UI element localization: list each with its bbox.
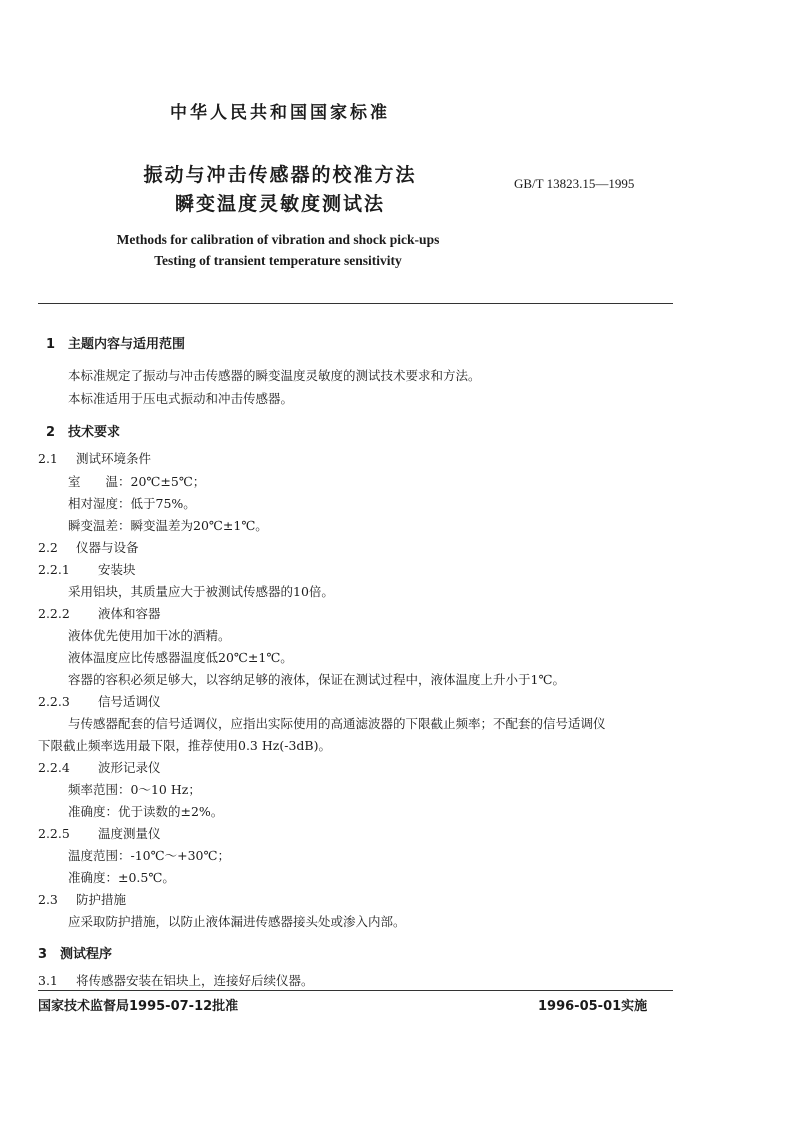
footer-divider: [38, 990, 673, 991]
section-number: 3: [38, 947, 48, 962]
s2-2-3-line1: 与传感器配套的信号适调仪，应指出实际使用的高通滤波器的下限截止频率；不配套的信号适调仪: [68, 716, 606, 731]
approval-info: 国家技术监督局1995-07-12批准: [38, 999, 239, 1014]
section-2-heading: [46, 421, 120, 440]
section-1-para2: 本标准适用于压电式振动和冲击传感器。: [68, 391, 294, 406]
subsection-number: 2.2.1: [38, 562, 70, 577]
subsection-title: 温度测量仪: [98, 826, 161, 841]
s2-2-4-line2: 准确度：优于读数的±2%。: [68, 804, 224, 819]
section-number: 2: [46, 425, 56, 440]
subsection-title: 信号适调仪: [98, 694, 161, 709]
effective-date: 1996-05-01实施: [538, 999, 648, 1014]
section-title: 测试程序: [60, 947, 113, 962]
s3-1-line1: 将传感器安装在铝块上，连接好后续仪器。: [76, 973, 314, 988]
subsection-number: 2.1: [38, 451, 58, 466]
subsection-title: 安装块: [98, 562, 136, 577]
s2-2-1-line1: 采用铝块，其质量应大于被测试传感器的10倍。: [68, 584, 334, 599]
s2-2-2-line2: 液体温度应比传感器温度低20℃±1℃。: [68, 650, 293, 665]
s2-2-2-line1: 液体优先使用加干冰的酒精。: [68, 628, 231, 643]
title-en-line2: Testing of transient temperature sensitivity: [154, 253, 402, 268]
subsection-title: 测试环境条件: [76, 451, 152, 466]
subsection-2-2-3-heading: [38, 692, 161, 710]
subsection-2-2-heading: [38, 538, 139, 556]
subsection-number: 2.3: [38, 892, 58, 907]
subsection-2-2-2-heading: [38, 604, 161, 622]
subsection-title: 防护措施: [76, 892, 127, 907]
header-divider: [38, 303, 673, 304]
subsection-number: 2.2.2: [38, 606, 70, 621]
subsection-2-2-5-heading: [38, 824, 161, 842]
subsection-number: 2.2.5: [38, 826, 70, 841]
s2-1-line1: 室 温：20℃±5℃；: [68, 474, 206, 489]
subsection-2-1-heading: [38, 449, 151, 467]
section-title: 技术要求: [68, 425, 121, 440]
section-number: 1: [46, 337, 56, 352]
s2-2-4-line1: 频率范围：0～10 Hz；: [68, 782, 201, 797]
subsection-2-3-heading: [38, 890, 126, 908]
standard-org-title: 中华人民共和国国家标准: [170, 103, 390, 123]
section-1-heading: [46, 333, 185, 352]
s2-2-5-line1: 温度范围：-10℃～+30℃；: [68, 848, 230, 863]
subsection-2-2-1-heading: [38, 560, 136, 578]
title-cn-line1: 振动与冲击传感器的校准方法: [143, 164, 417, 186]
section-title: 主题内容与适用范围: [68, 337, 186, 352]
subsection-2-2-4-heading: [38, 758, 161, 776]
title-cn-line2: 瞬变温度灵敏度测试法: [174, 193, 385, 215]
section-3-heading: [38, 943, 112, 962]
subsection-number: 2.2.4: [38, 760, 70, 775]
subsection-number: 2.2.3: [38, 694, 70, 709]
subsection-title: 仪器与设备: [76, 540, 139, 555]
section-1-para1: 本标准规定了振动与冲击传感器的瞬变温度灵敏度的测试技术要求和方法。: [68, 368, 481, 383]
subsection-title: 液体和容器: [98, 606, 161, 621]
s2-1-line2: 相对湿度：低于75%。: [68, 496, 196, 511]
s2-2-5-line2: 准确度：±0.5℃。: [68, 870, 175, 885]
s2-1-line3: 瞬变温差：瞬变温差为20℃±1℃。: [68, 518, 268, 533]
standard-code: GB/T 13823.15—1995: [514, 176, 635, 191]
subsection-number: 2.2: [38, 540, 58, 555]
subsection-number: 3.1: [38, 973, 58, 988]
s2-2-2-line3: 容器的容积必须足够大，以容纳足够的液体，保证在测试过程中，液体温度上升小于1℃。: [68, 672, 565, 687]
title-en-line1: Methods for calibration of vibration and shock pick-ups: [116, 232, 440, 247]
s2-3-line1: 应采取防护措施，以防止液体漏进传感器接头处或渗入内部。: [68, 914, 406, 929]
subsection-3-1: [38, 971, 314, 989]
subsection-title: 波形记录仪: [98, 760, 161, 775]
s2-2-3-line2: 下限截止频率选用最下限，推荐使用0.3 Hz(-3dB)。: [38, 738, 331, 753]
